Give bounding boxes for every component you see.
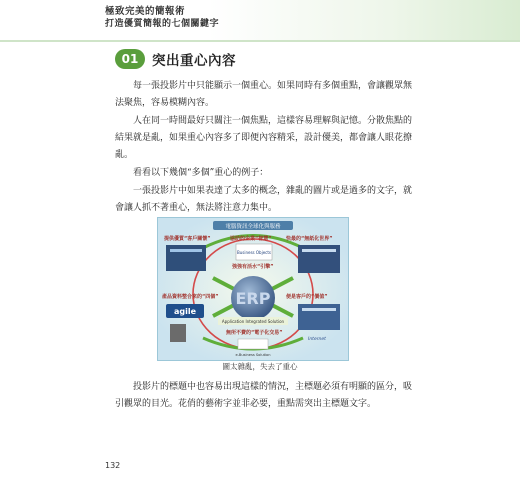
label-customer-care: 提供優質“客戶關懷” <box>164 236 211 242</box>
header-rule <box>0 40 520 42</box>
label-e-transaction: 無所不費的“電子化交易” <box>226 330 283 336</box>
book-title: 極致完美的簡報術 <box>105 6 186 17</box>
label-customer-value: 便是客戶的“價值” <box>286 294 328 300</box>
person-image <box>170 324 186 342</box>
agile-logo: agile <box>173 307 197 316</box>
label-enterprise-intelligence: 協助的企業“智慧” <box>230 236 272 242</box>
paragraph-4: 一張投影片中如果表達了太多的概念，雜亂的圖片或是過多的文字，就會讓人抓不著重心，無法將注意力集中。 <box>115 186 413 213</box>
thumb-2-bar <box>302 249 336 252</box>
section-heading <box>115 48 236 70</box>
internet-label: Internet <box>308 337 326 342</box>
section-number-badge: 01 <box>115 49 145 69</box>
screenshot-thumb-1 <box>166 245 206 271</box>
page-header <box>0 0 520 42</box>
thumb-1-bar <box>170 249 202 252</box>
screenshot-thumb-3 <box>298 304 340 330</box>
business-objects-logo: Business Objects <box>236 250 272 255</box>
figure-caption: 圖太雜亂，失去了重心 <box>222 362 298 371</box>
center-label: ERP <box>235 289 271 308</box>
ebusiness-box <box>238 339 268 349</box>
paragraph-2: 人在同一時間最好只關注一個焦點，這樣容易理解與記憶。分散焦點的結果就是亂，如果重心內容多了即便內容精采，設計優美，都會讓人眼花撩亂。 <box>115 116 413 160</box>
book-subtitle: 打造優質簡報的七個關鍵字 <box>105 19 220 29</box>
page-number: 132 <box>105 461 121 470</box>
thumb-3-bar <box>302 308 336 311</box>
header-band <box>0 0 520 40</box>
paragraph-5: 投影片的標題中也容易出現這樣的情況，主標題必須有明顯的區分，吸引觀眾的目光。花俏的藝術字並非必要，重點需突出主標題文字。 <box>115 382 413 409</box>
figure-graphic <box>158 218 348 360</box>
paragraph-1: 每一張投影片中只能顯示一個重心。如果同時有多個重點，會讓觀眾無法聚焦，容易模糊內容。 <box>115 81 413 108</box>
label-paperless: 快最的“無紙化世界” <box>286 236 333 242</box>
cluttered-slide-figure <box>157 217 349 361</box>
figure-banner-text: 電腦資訊全球化與服務 <box>225 224 281 230</box>
label-product-data: 產品資料整合來的“四個” <box>162 294 219 300</box>
center-sublabel: Application Integrated Solution <box>221 319 285 324</box>
label-engine: 強強有活水“引擎” <box>232 264 274 270</box>
section-title: 突出重心內容 <box>152 53 236 69</box>
ebusiness-label: e-Business Solution <box>235 353 271 357</box>
paragraph-3: 看看以下幾個“多個”重心的例子： <box>133 168 269 178</box>
